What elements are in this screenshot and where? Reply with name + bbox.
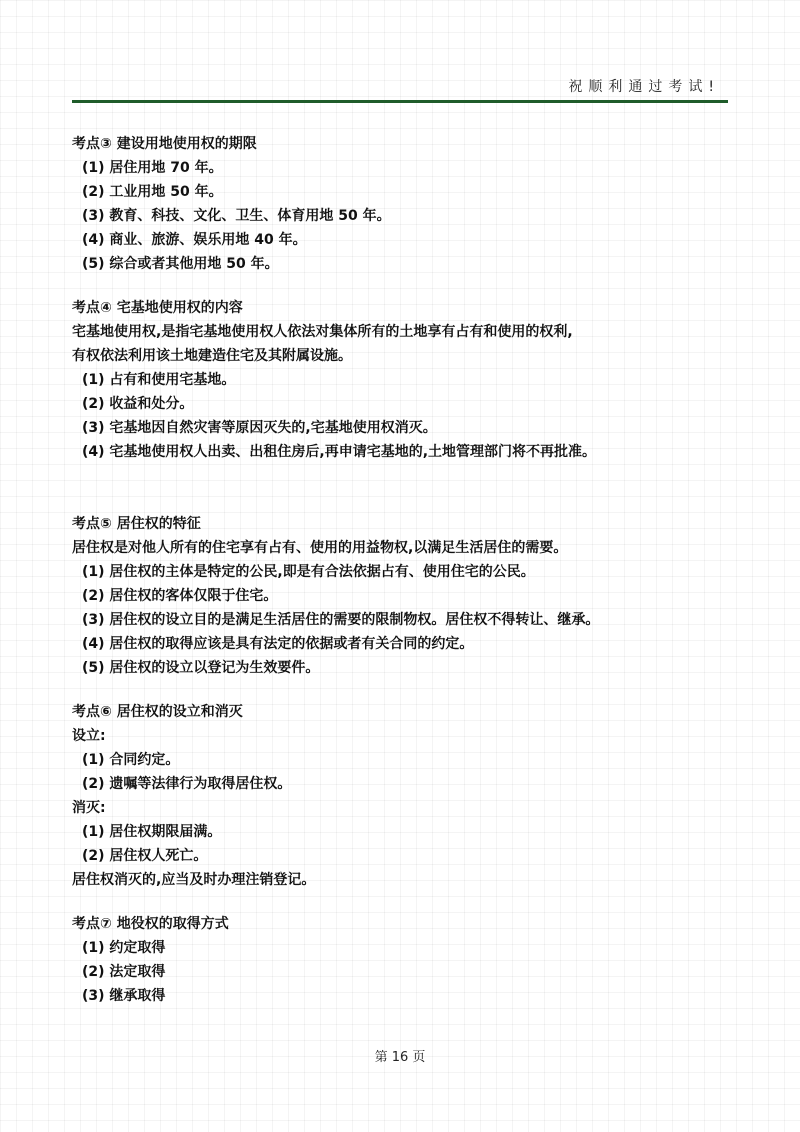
paragraph: 有权依法利用该土地建造住宅及其附属设施。 bbox=[72, 348, 352, 364]
section-land-use-term bbox=[72, 132, 732, 276]
section-title: 考点③ 建设用地使用权的期限 bbox=[72, 136, 257, 152]
header-divider bbox=[72, 100, 728, 103]
paragraph: 宅基地使用权,是指宅基地使用权人依法对集体所有的土地享有占有和使用的权利, bbox=[72, 324, 573, 340]
section-title: 考点⑥ 居住权的设立和消灭 bbox=[72, 704, 243, 720]
list-item: (2) 遗嘱等法律行为取得居住权。 bbox=[82, 776, 292, 792]
list-item: (3) 居住权的设立目的是满足生活居住的需要的限制物权。居住权不得转让、继承。 bbox=[82, 612, 600, 628]
list-item: (1) 合同约定。 bbox=[82, 752, 180, 768]
section-residence-right-features bbox=[72, 512, 732, 680]
end-label: 消灭: bbox=[72, 800, 106, 816]
list-item: (5) 居住权的设立以登记为生效要件。 bbox=[82, 660, 320, 676]
list-item: (3) 教育、科技、文化、卫生、体育用地 50 年。 bbox=[82, 208, 391, 224]
list-item: (2) 收益和处分。 bbox=[82, 396, 194, 412]
list-item: (3) 宅基地因自然灾害等原因灭失的,宅基地使用权消灭。 bbox=[82, 420, 437, 436]
section-homestead-right bbox=[72, 296, 732, 464]
setup-label: 设立: bbox=[72, 728, 106, 744]
paragraph: 居住权是对他人所有的住宅享有占有、使用的用益物权,以满足生活居住的需要。 bbox=[72, 540, 568, 556]
list-item: (4) 居住权的取得应该是具有法定的依据或者有关合同的约定。 bbox=[82, 636, 474, 652]
section-easement-acquisition bbox=[72, 912, 732, 1008]
list-item: (2) 居住权人死亡。 bbox=[82, 848, 208, 864]
section-title: 考点④ 宅基地使用权的内容 bbox=[72, 300, 243, 316]
list-item: (3) 继承取得 bbox=[82, 988, 166, 1004]
list-item: (1) 居住权期限届满。 bbox=[82, 824, 222, 840]
list-item: (1) 约定取得 bbox=[82, 940, 166, 956]
list-item: (4) 宅基地使用权人出卖、出租住房后,再申请宅基地的,土地管理部门将不再批准。 bbox=[82, 444, 597, 460]
list-item: (4) 商业、旅游、娱乐用地 40 年。 bbox=[82, 232, 307, 248]
header-slogan: 祝顺利通过考试! bbox=[568, 79, 720, 95]
list-item: (2) 居住权的客体仅限于住宅。 bbox=[82, 588, 278, 604]
section-residence-right-setup-end bbox=[72, 700, 732, 892]
list-item: (1) 居住用地 70 年。 bbox=[82, 160, 223, 176]
list-item: (5) 综合或者其他用地 50 年。 bbox=[82, 256, 279, 272]
list-item: (1) 居住权的主体是特定的公民,即是有合法依据占有、使用住宅的公民。 bbox=[82, 564, 535, 580]
section-title: 考点⑦ 地役权的取得方式 bbox=[72, 916, 229, 932]
list-item: (2) 工业用地 50 年。 bbox=[82, 184, 223, 200]
list-item: (2) 法定取得 bbox=[82, 964, 166, 980]
page-number: 第 16 页 bbox=[374, 1050, 426, 1065]
closing-paragraph: 居住权消灭的,应当及时办理注销登记。 bbox=[72, 872, 316, 888]
section-title: 考点⑤ 居住权的特征 bbox=[72, 516, 201, 532]
list-item: (1) 占有和使用宅基地。 bbox=[82, 372, 236, 388]
document-body bbox=[72, 132, 732, 1028]
